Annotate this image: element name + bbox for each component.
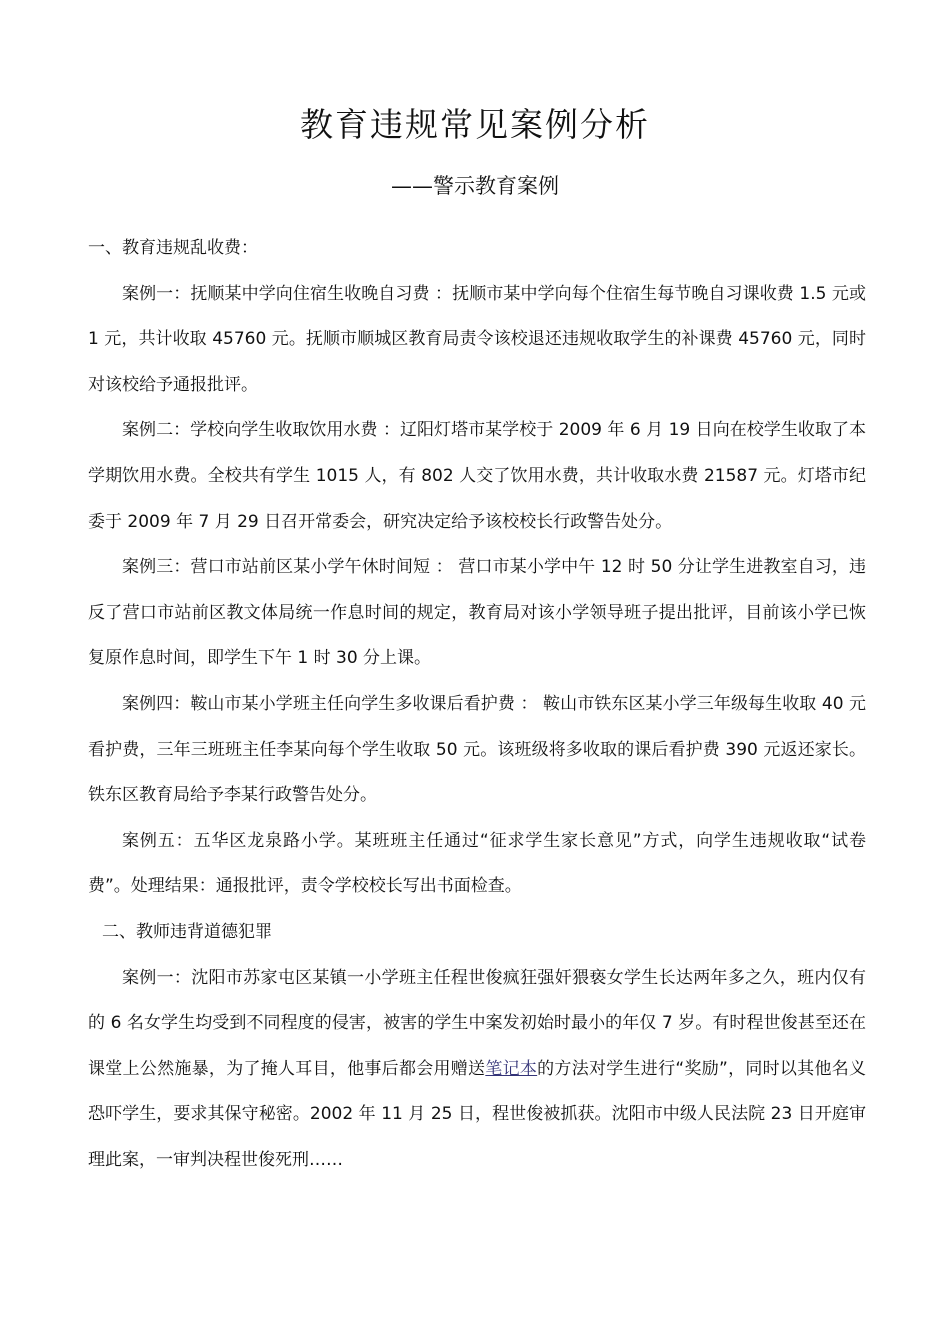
case-text: 案例一：沈阳市苏家屯区某镇一小学班主任程世俊疯狂强奸猥亵女学生长达两年多之久，班内仅有的 6 名女学生均受到不同程度的侵害，被害的学生中案发初始时最小的年仅 7 岁。有时程世俊甚至还在课堂上公然施暴，为了掩人耳目，他事后都会用赠送 <box>88 967 866 1079</box>
case-paragraph: 案例三：营口市站前区某小学午休时间短 ： 营口市某小学中午 12 时 50 分让学生进教室自习，违反了营口市站前区教文体局统一作息时间的规定，教育局对该小学领导班子提出批评，目前该小学已恢复原作息时间，即学生下午 1 时 30 分上课。 <box>88 557 866 669</box>
case-paragraph: 案例四：鞍山市某小学班主任向学生多收课后看护费 ： 鞍山市铁东区某小学三年级每生收取 40 元看护费，三年三班班主任李某向每个学生收取 50 元。该班级将多收取的课后看护费 390 元返还家长。铁东区教育局给予李某行政警告处分。 <box>88 693 866 806</box>
document-body <box>88 226 866 1183</box>
case-paragraph: 案例二：学校向学生收取饮用水费 ：辽阳灯塔市某学校于 2009 年 6 月 19 日向在校学生收取了本学期饮用水费。全校共有学生 1015 人，有 802 人交了饮用水费，共计收取水费 21587 元。灯塔市纪委于 2009 年 7 月 29 日召开常委会，研究决定给予该校校长行政警告处分。 <box>88 420 866 532</box>
section-heading-fees: 一、教育违规乱收费： <box>88 238 258 258</box>
case-text: 的方法对学生进行“奖励”，同时以其他名义恐吓学生，要求其保守秘密。2002 年 11 月 25 日，程世俊被抓获。沈阳市中级人民法院 23 日开庭审理此案，一审判决程世俊死刑…… <box>88 1058 866 1170</box>
case-paragraph: 案例一：抚顺某中学向住宿生收晚自习费 ：抚顺市某中学向每个住宿生每节晚自习课收费 1.5 元或 1 元，共计收取 45760 元。抚顺市顺城区教育局责令该校退还违规收取学生的补课费 45760 元，同时对该校给予通报批评。 <box>88 283 866 395</box>
section-heading-ethics: 二、教师违背道德犯罪 <box>102 921 272 942</box>
document-subtitle: ——警示教育案例 <box>391 174 559 198</box>
document-title: 教育违规常见案例分析 <box>300 105 650 144</box>
notebook-link[interactable]: 笔记本 <box>485 1058 538 1079</box>
case-paragraph-ethics <box>88 956 866 1184</box>
case-paragraph: 案例五：五华区龙泉路小学。某班班主任通过“征求学生家长意见”方式，向学生违规收取“试卷费”。处理结果：通报批评，责令学校校长写出书面检查。 <box>88 830 866 897</box>
